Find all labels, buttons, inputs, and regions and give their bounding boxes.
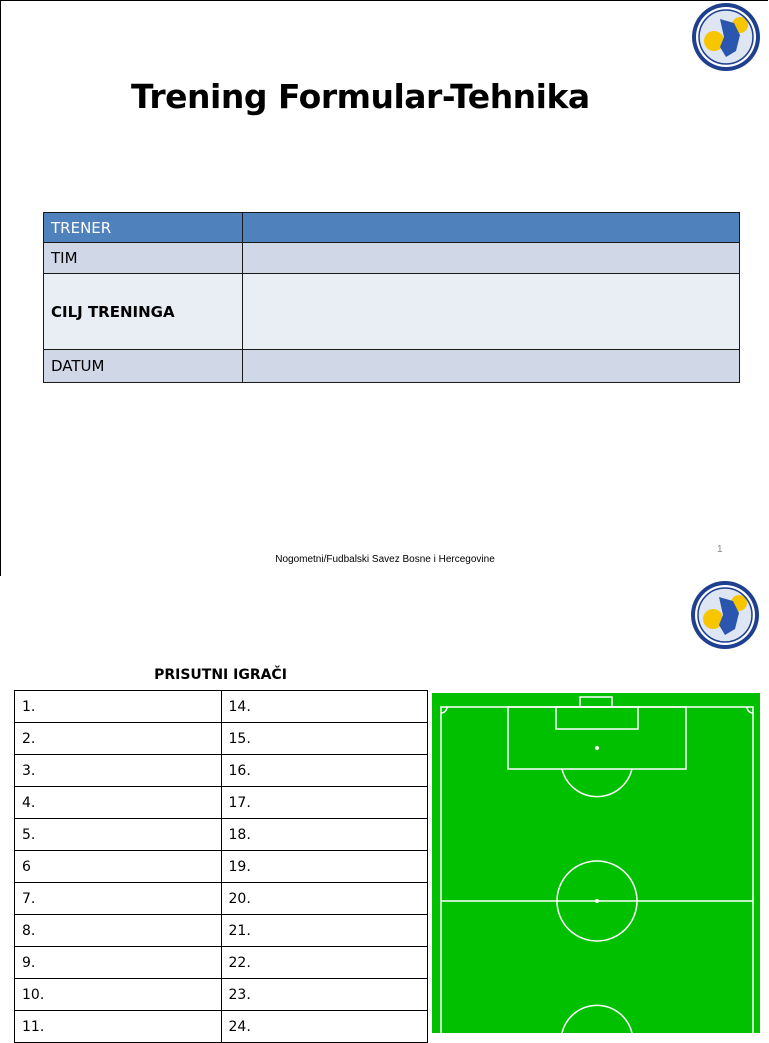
player-slot[interactable]: 23. — [221, 979, 428, 1011]
player-slot[interactable]: 14. — [221, 691, 428, 723]
table-row — [15, 979, 428, 1011]
player-slot[interactable]: 2. — [15, 723, 222, 755]
player-slot[interactable]: 18. — [221, 819, 428, 851]
table-row — [15, 691, 428, 723]
table-row — [15, 883, 428, 915]
row-label-datum: DATUM — [44, 350, 243, 383]
player-slot[interactable]: 4. — [15, 787, 222, 819]
player-slot[interactable]: 17. — [221, 787, 428, 819]
players-title: PRISUTNI IGRAČI — [154, 667, 287, 683]
player-slot[interactable]: 24. — [221, 1011, 428, 1043]
table-row — [44, 243, 740, 274]
player-slot[interactable]: 10. — [15, 979, 222, 1011]
player-slot[interactable]: 21. — [221, 915, 428, 947]
player-slot[interactable]: 22. — [221, 947, 428, 979]
table-row — [15, 723, 428, 755]
table-row — [15, 1011, 428, 1043]
table-row — [15, 915, 428, 947]
players-table — [14, 690, 428, 1043]
table-row — [15, 851, 428, 883]
datum-value-cell[interactable] — [243, 350, 740, 383]
tim-value-cell[interactable] — [243, 243, 740, 274]
table-row — [15, 787, 428, 819]
federation-logo-icon — [689, 579, 761, 651]
trener-value-cell[interactable] — [243, 213, 740, 243]
cilj-treninga-value-cell[interactable] — [243, 274, 740, 350]
player-slot[interactable]: 11. — [15, 1011, 222, 1043]
player-slot[interactable]: 19. — [221, 851, 428, 883]
page-number: 1 — [717, 544, 723, 555]
table-row — [15, 947, 428, 979]
federation-logo-icon — [690, 1, 762, 73]
player-slot[interactable]: 15. — [221, 723, 428, 755]
page-title: Trening Formular-Tehnika — [131, 77, 590, 116]
row-label-tim: TIM — [44, 243, 243, 274]
player-slot[interactable]: 9. — [15, 947, 222, 979]
player-slot[interactable]: 7. — [15, 883, 222, 915]
player-slot[interactable]: 5. — [15, 819, 222, 851]
football-pitch-diagram-icon — [432, 693, 760, 1033]
player-slot[interactable]: 3. — [15, 755, 222, 787]
row-label-trener: TRENER — [44, 213, 243, 243]
table-row — [44, 274, 740, 350]
player-slot[interactable]: 1. — [15, 691, 222, 723]
row-label-cilj-treninga: CILJ TRENINGA — [44, 274, 243, 350]
table-row — [15, 755, 428, 787]
player-slot[interactable]: 16. — [221, 755, 428, 787]
player-slot[interactable]: 8. — [15, 915, 222, 947]
table-row — [44, 213, 740, 243]
training-info-table — [43, 212, 740, 383]
player-slot[interactable]: 6 — [15, 851, 222, 883]
player-slot[interactable]: 20. — [221, 883, 428, 915]
table-row — [44, 350, 740, 383]
table-row — [15, 819, 428, 851]
slide-2 — [0, 577, 768, 1035]
footer-text: Nogometni/Fudbalski Savez Bosne i Hercegovine — [275, 554, 495, 565]
